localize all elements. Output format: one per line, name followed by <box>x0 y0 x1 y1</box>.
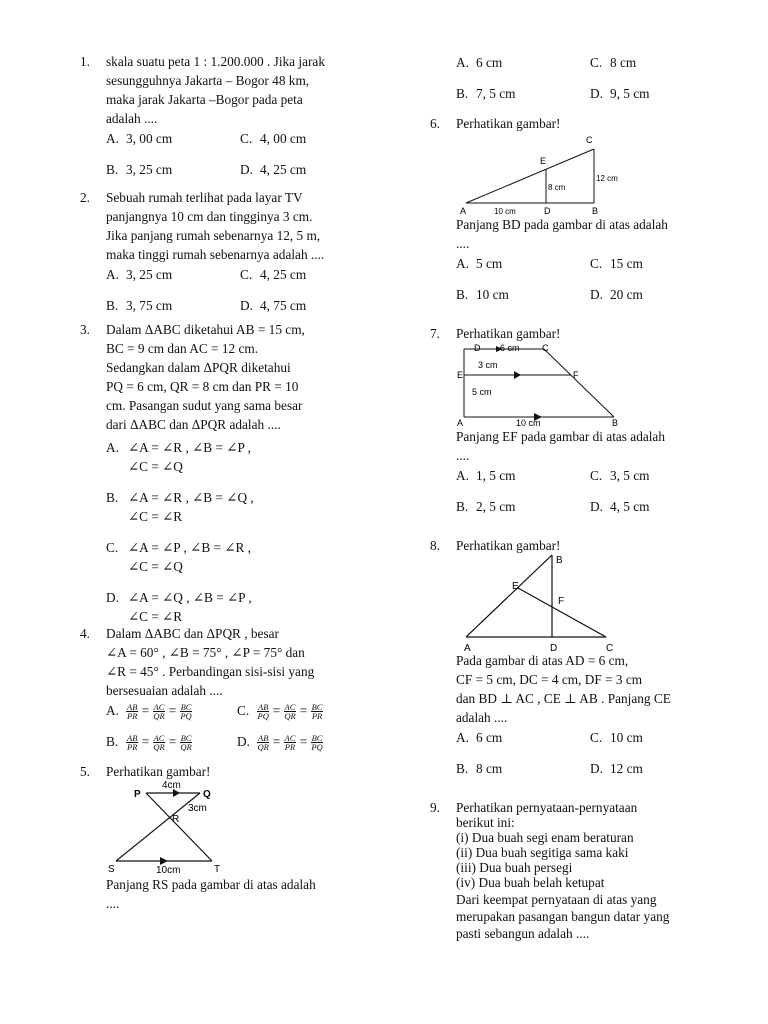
fraction: $\frac{AC}{QR}$ <box>153 702 165 722</box>
figure-q8 <box>456 555 636 651</box>
text-line: Dalam ΔABC diketahui AB = 15 cm, <box>106 322 305 337</box>
question-text <box>456 651 714 727</box>
option-b[interactable]: B. 8 cm <box>456 761 503 776</box>
option-b[interactable]: B. ∠A = ∠R , ∠B = ∠Q , ∠C = ∠R <box>106 490 254 524</box>
question-text <box>456 427 714 465</box>
statement-item: (iii) Dua buah persegi <box>456 860 573 875</box>
label-s: S <box>108 864 115 875</box>
answer-options <box>456 465 714 527</box>
label-pq: 4cm <box>162 781 181 791</box>
text-line: cm. Pasangan sudut yang sama besar <box>106 398 303 413</box>
question-7 <box>430 324 714 536</box>
label-a: A <box>460 206 467 215</box>
label-ed: 8 cm <box>548 183 566 192</box>
text-line: BC = 9 cm dan AC = 12 cm. <box>106 341 259 356</box>
option-a[interactable]: A. 6 cm <box>456 55 503 70</box>
answer-options <box>106 700 364 762</box>
text-line: Pada gambar di atas AD = 6 cm, <box>456 653 629 668</box>
text-line: skala suatu peta 1 : 1.200.000 . Jika jarak <box>106 54 325 69</box>
text-line: merupakan pasangan bangun datar yang <box>456 909 670 924</box>
label-e: E <box>457 370 464 380</box>
option-d[interactable]: D. 9, 5 cm <box>590 86 650 101</box>
question-text <box>106 624 364 700</box>
option-a[interactable]: A. 3, 00 cm <box>106 131 173 146</box>
question-intro: Perhatikan gambar! <box>106 764 211 779</box>
text-line: Panjang RS pada gambar di atas adalah <box>106 877 316 892</box>
answer-options <box>456 253 714 315</box>
label-b: B <box>592 206 599 215</box>
answer-options <box>106 128 364 190</box>
text-line: maka jarak Jakarta –Bogor pada peta <box>106 92 303 107</box>
label-a: A <box>457 418 464 427</box>
label-st: 10cm <box>156 865 181 875</box>
text-line: bersesuaian adalah .... <box>106 683 223 698</box>
option-c[interactable]: C. 10 cm <box>590 730 643 745</box>
option-a[interactable]: A. 6 cm <box>456 730 503 745</box>
text-line: .... <box>456 236 470 251</box>
answer-options <box>456 727 714 789</box>
label-qr: 3cm <box>188 803 207 814</box>
fraction: $\frac{AB}{QR}$ <box>257 733 269 753</box>
label-ea: 5 cm <box>472 387 492 397</box>
text-line: PQ = 6 cm, QR = 8 cm dan PR = 10 <box>106 379 299 394</box>
label-d: D <box>474 343 481 353</box>
figure-q5 <box>106 781 256 875</box>
option-a[interactable]: A. ∠A = ∠R , ∠B = ∠P , ∠C = ∠Q <box>106 440 251 474</box>
text-line: Dalam ΔABC dan ΔPQR , besar <box>106 626 279 641</box>
label-b: B <box>612 418 619 427</box>
text-line: Dari keempat pernyataan di atas yang <box>456 892 657 907</box>
question-8 <box>430 536 714 800</box>
question-text <box>106 875 364 913</box>
option-a[interactable]: A. $\frac{AB}{PR}$ = $\frac{AC}{QR}$ = $\frac{BC}{PQ}$ <box>106 702 192 722</box>
text-line: Sebuah rumah terlihat pada layar TV <box>106 190 303 205</box>
text-line: Perhatikan pernyataan-pernyataan <box>456 800 638 815</box>
question-9 <box>430 800 714 941</box>
fraction: $\frac{AC}{QR}$ <box>284 702 296 722</box>
label-d: D <box>550 643 558 651</box>
statement-item: (ii) Dua buah segitiga sama kaki <box>456 845 629 860</box>
option-c[interactable]: C. 3, 5 cm <box>590 468 650 483</box>
question-number: 3. <box>80 322 90 337</box>
text-line: Panjang BD pada gambar di atas adalah <box>456 217 668 232</box>
option-b[interactable]: B. 7, 5 cm <box>456 86 516 101</box>
question-text <box>106 320 364 434</box>
label-a: A <box>464 643 471 651</box>
figure-q6 <box>456 133 636 215</box>
option-c[interactable]: C. 4, 00 cm <box>240 131 307 146</box>
fraction: $\frac{AC}{QR}$ <box>153 733 165 753</box>
label-t: T <box>214 864 221 875</box>
text-line: .... <box>456 448 470 463</box>
text-line: .... <box>106 896 120 911</box>
option-d[interactable]: D. ∠A = ∠Q , ∠B = ∠P , ∠C = ∠R <box>106 590 252 624</box>
fraction: $\frac{AB}{PR}$ <box>127 733 138 753</box>
question-5-options <box>430 52 714 114</box>
text-line: dan BD ⊥ AC , CE ⊥ AB . Panjang CE <box>456 691 671 706</box>
question-intro: Perhatikan gambar! <box>456 326 561 341</box>
figure-q7 <box>456 343 636 427</box>
question-5 <box>80 762 364 913</box>
label-q: Q <box>203 789 211 800</box>
question-4 <box>80 624 364 762</box>
text-line: maka tinggi rumah sebenarnya adalah .... <box>106 247 325 262</box>
text-line: adalah .... <box>456 710 508 725</box>
option-a[interactable]: A. 3, 25 cm <box>106 267 173 282</box>
right-column <box>430 52 714 941</box>
option-d[interactable]: D. 4, 5 cm <box>590 499 650 514</box>
question-6 <box>430 114 714 324</box>
answer-options <box>456 52 714 114</box>
label-e: E <box>540 156 547 166</box>
label-b: B <box>556 555 563 566</box>
text-line: Sedangkan dalam ΔPQR diketahui <box>106 360 291 375</box>
text-line: sesungguhnya Jakarta – Bogor 48 km, <box>106 73 310 88</box>
option-d[interactable]: D. 4, 75 cm <box>240 298 307 313</box>
label-d: D <box>544 206 551 215</box>
text-line: dari ΔABC dan ΔPQR adalah .... <box>106 417 281 432</box>
option-b[interactable]: B. 2, 5 cm <box>456 499 516 514</box>
question-number: 8. <box>430 538 440 553</box>
option-b[interactable]: B. 3, 25 cm <box>106 162 173 177</box>
fraction: $\frac{AC}{PR}$ <box>284 733 296 753</box>
question-text <box>106 188 364 264</box>
label-f: F <box>558 596 565 607</box>
question-number: 7. <box>430 326 440 341</box>
fraction: $\frac{AB}{PQ}$ <box>257 702 269 722</box>
option-c[interactable]: C. ∠A = ∠P , ∠B = ∠R , ∠C = ∠Q <box>106 540 251 574</box>
text-line: ∠R = 45° . Perbandingan sisi-sisi yang <box>106 664 315 679</box>
question-text <box>456 215 714 253</box>
question-1 <box>80 52 364 188</box>
fraction: $\frac{AB}{PR}$ <box>127 702 138 722</box>
text-line: Jika panjang rumah sebenarnya 12, 5 m, <box>106 228 321 243</box>
question-text <box>456 800 714 941</box>
option-b[interactable]: B. $\frac{AB}{PR}$ = $\frac{AC}{QR}$ = $\frac{BC}{QR}$ <box>106 733 192 753</box>
option-b[interactable]: B. 10 cm <box>456 287 509 302</box>
fraction: $\frac{BC}{PR}$ <box>311 702 323 722</box>
question-number: 5. <box>80 764 90 779</box>
text-line: Panjang EF pada gambar di atas adalah <box>456 429 665 444</box>
question-number: 1. <box>80 54 90 69</box>
text-line: pasti sebangun adalah .... <box>456 926 590 941</box>
option-a[interactable]: A. 1, 5 cm <box>456 468 516 483</box>
text-line: berikut ini: <box>456 815 515 830</box>
question-number: 2. <box>80 190 90 205</box>
label-dc: 6 cm <box>500 343 520 353</box>
label-f: F <box>573 370 579 380</box>
question-number: 6. <box>430 116 440 131</box>
label-e: E <box>512 581 519 592</box>
statement-item: (iv) Dua buah belah ketupat <box>456 875 605 890</box>
answer-options <box>106 264 364 326</box>
label-c: C <box>542 343 549 353</box>
question-3 <box>80 320 364 624</box>
option-c[interactable]: C. $\frac{AB}{PQ}$ = $\frac{AC}{QR}$ = $\frac{BC}{PR}$ <box>237 702 323 722</box>
fraction: $\frac{BC}{QR}$ <box>180 733 192 753</box>
statement-item: (i) Dua buah segi enam beraturan <box>456 830 634 845</box>
label-p: P <box>134 789 141 800</box>
question-number: 4. <box>80 626 90 641</box>
text-line: adalah .... <box>106 111 158 126</box>
option-d[interactable]: D. 20 cm <box>590 287 643 302</box>
question-number: 9. <box>430 800 440 815</box>
fraction: $\frac{BC}{PQ}$ <box>311 733 323 753</box>
label-ad: 10 cm <box>494 207 516 215</box>
label-c: C <box>586 135 593 145</box>
question-intro: Perhatikan gambar! <box>456 116 561 131</box>
question-2 <box>80 188 364 320</box>
label-cb: 12 cm <box>596 174 618 183</box>
label-r: R <box>172 814 180 825</box>
option-c[interactable]: C. 8 cm <box>590 55 637 70</box>
text-line: panjangnya 10 cm dan tingginya 3 cm. <box>106 209 313 224</box>
left-column <box>80 52 364 913</box>
question-intro: Perhatikan gambar! <box>456 538 561 553</box>
option-b[interactable]: B. 3, 75 cm <box>106 298 173 313</box>
option-d[interactable]: D. $\frac{AB}{QR}$ = $\frac{AC}{PR}$ = $\frac{BC}{PQ}$ <box>237 733 323 753</box>
label-ab: 10 cm <box>516 418 541 427</box>
label-c: C <box>606 643 614 651</box>
question-text <box>106 52 364 128</box>
label-de: 3 cm <box>478 360 498 370</box>
text-line: CF = 5 cm, DC = 4 cm, DF = 3 cm <box>456 672 643 687</box>
option-a[interactable]: A. 5 cm <box>456 256 503 271</box>
fraction: $\frac{BC}{PQ}$ <box>180 702 192 722</box>
option-d[interactable]: D. 12 cm <box>590 761 643 776</box>
option-c[interactable]: C. 4, 25 cm <box>240 267 307 282</box>
text-line: ∠A = 60° , ∠B = 75° , ∠P = 75° dan <box>106 645 305 660</box>
option-c[interactable]: C. 15 cm <box>590 256 643 271</box>
option-d[interactable]: D. 4, 25 cm <box>240 162 307 177</box>
